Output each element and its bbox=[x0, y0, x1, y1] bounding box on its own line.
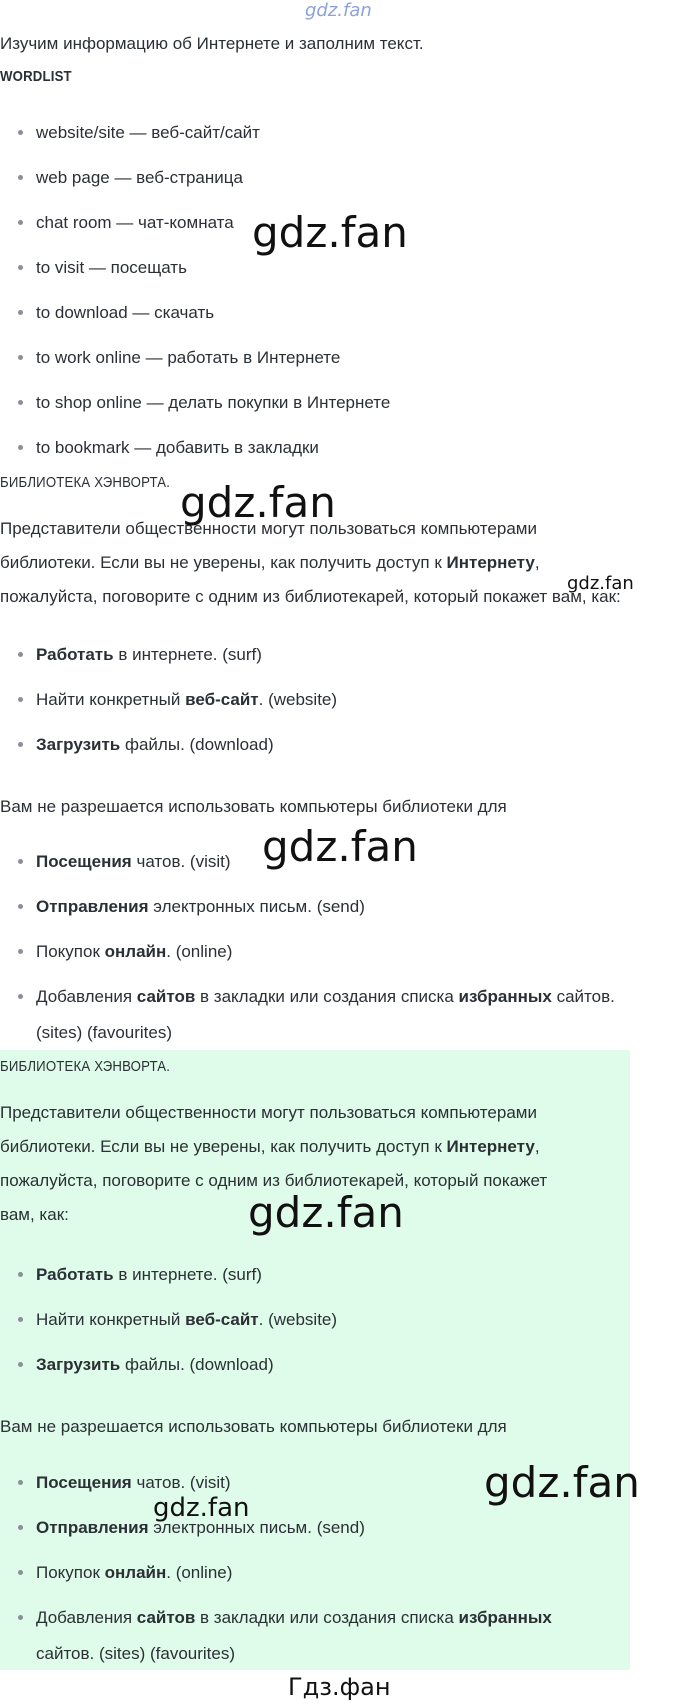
bullet-icon bbox=[18, 1615, 23, 1620]
forbidden-list bbox=[0, 844, 676, 1051]
paragraph-line: библиотеки. Если вы не уверены, как получить доступ к Интернету, bbox=[0, 553, 540, 572]
restriction-text: Вам не разрешается использовать компьютеры библиотеки для bbox=[0, 797, 507, 816]
bullet-icon bbox=[18, 1362, 23, 1367]
list-item: Работать в интернете. (surf) bbox=[0, 637, 337, 682]
list-item: Отправления электронных письм. (send) bbox=[0, 889, 676, 934]
list-item: Добавления сайтов в закладки или создания списка избранных сайтов. (sites) (favourites) bbox=[0, 1600, 626, 1672]
allowed-list bbox=[0, 637, 337, 772]
bullet-icon bbox=[18, 355, 23, 360]
bullet-icon bbox=[18, 904, 23, 909]
watermark: gdz.fan bbox=[484, 1458, 640, 1507]
watermark: gdz.fan bbox=[180, 478, 336, 527]
paragraph-line: вам, как: bbox=[0, 1205, 69, 1224]
list-item: web page — веб-страница bbox=[0, 160, 390, 205]
list-item: to work online — работать в Интернете bbox=[0, 340, 390, 385]
list-item: website/site — веб-сайт/сайт bbox=[0, 115, 390, 160]
list-item: to shop online — делать покупки в Интернете bbox=[0, 385, 390, 430]
list-item: Найти конкретный веб-сайт. (website) bbox=[0, 1302, 337, 1347]
bullet-icon bbox=[18, 1317, 23, 1322]
list-item: to bookmark — добавить в закладки bbox=[0, 430, 390, 475]
bullet-icon bbox=[18, 220, 23, 225]
list-item: Посещения чатов. (visit) bbox=[0, 1465, 626, 1510]
bullet-icon bbox=[18, 1570, 23, 1575]
wordlist bbox=[0, 115, 390, 475]
list-item: Посещения чатов. (visit) bbox=[0, 844, 676, 889]
bullet-icon bbox=[18, 400, 23, 405]
bullet-icon bbox=[18, 1525, 23, 1530]
bullet-icon bbox=[18, 445, 23, 450]
watermark: gdz.fan bbox=[248, 1188, 404, 1237]
watermark: gdz.fan bbox=[153, 1493, 250, 1523]
list-item: Отправления электронных письм. (send) bbox=[0, 1510, 626, 1555]
list-item: to download — скачать bbox=[0, 295, 390, 340]
bullet-icon bbox=[18, 310, 23, 315]
list-item: Покупок онлайн. (online) bbox=[0, 934, 676, 979]
watermark: gdz.fan bbox=[567, 573, 634, 594]
header-logo[interactable]: gdz.fan bbox=[305, 0, 372, 21]
paragraph-line: Представители общественности могут пользоваться компьютерами bbox=[0, 519, 537, 538]
bullet-icon bbox=[18, 1272, 23, 1277]
restriction-text: Вам не разрешается использовать компьютеры библиотеки для bbox=[0, 1417, 507, 1436]
wordlist-title: WORDLIST bbox=[0, 68, 72, 85]
list-item: Загрузить файлы. (download) bbox=[0, 1347, 337, 1392]
allowed-list bbox=[0, 1257, 337, 1392]
list-item: Работать в интернете. (surf) bbox=[0, 1257, 337, 1302]
list-item: Покупок онлайн. (online) bbox=[0, 1555, 626, 1600]
section-title: БИБЛИОТЕКА ХЭНВОРТА. bbox=[0, 1058, 171, 1075]
bullet-icon bbox=[18, 859, 23, 864]
list-item: to visit — посещать bbox=[0, 250, 390, 295]
watermark: gdz.fan bbox=[262, 822, 418, 871]
paragraph-line: пожалуйста, поговорите с одним из библиотекарей, который покажет bbox=[0, 1171, 548, 1190]
footer-brand: Гдз.фан bbox=[288, 1673, 391, 1701]
list-item: Добавления сайтов в закладки или создания списка избранных сайтов. (sites) (favourites) bbox=[0, 979, 676, 1051]
list-item: Загрузить файлы. (download) bbox=[0, 727, 337, 772]
bullet-icon bbox=[18, 130, 23, 135]
bullet-icon bbox=[18, 949, 23, 954]
paragraph-line: пожалуйста, поговорите с одним из библиотекарей, который покажет вам, как: bbox=[0, 587, 621, 606]
bullet-icon bbox=[18, 742, 23, 747]
watermark: gdz.fan bbox=[252, 208, 408, 257]
section-paragraph bbox=[0, 512, 680, 614]
bullet-icon bbox=[18, 994, 23, 999]
section-title: БИБЛИОТЕКА ХЭНВОРТА. bbox=[0, 474, 171, 491]
list-item: chat room — чат-комната bbox=[0, 205, 390, 250]
bullet-icon bbox=[18, 175, 23, 180]
bullet-icon bbox=[18, 697, 23, 702]
bullet-icon bbox=[18, 265, 23, 270]
intro-text: Изучим информацию об Интернете и заполним текст. bbox=[0, 34, 424, 53]
list-item: Найти конкретный веб-сайт. (website) bbox=[0, 682, 337, 727]
paragraph-line: Представители общественности могут пользоваться компьютерами bbox=[0, 1103, 537, 1122]
paragraph-line: библиотеки. Если вы не уверены, как получить доступ к Интернету, bbox=[0, 1137, 540, 1156]
bullet-icon bbox=[18, 652, 23, 657]
bullet-icon bbox=[18, 1480, 23, 1485]
